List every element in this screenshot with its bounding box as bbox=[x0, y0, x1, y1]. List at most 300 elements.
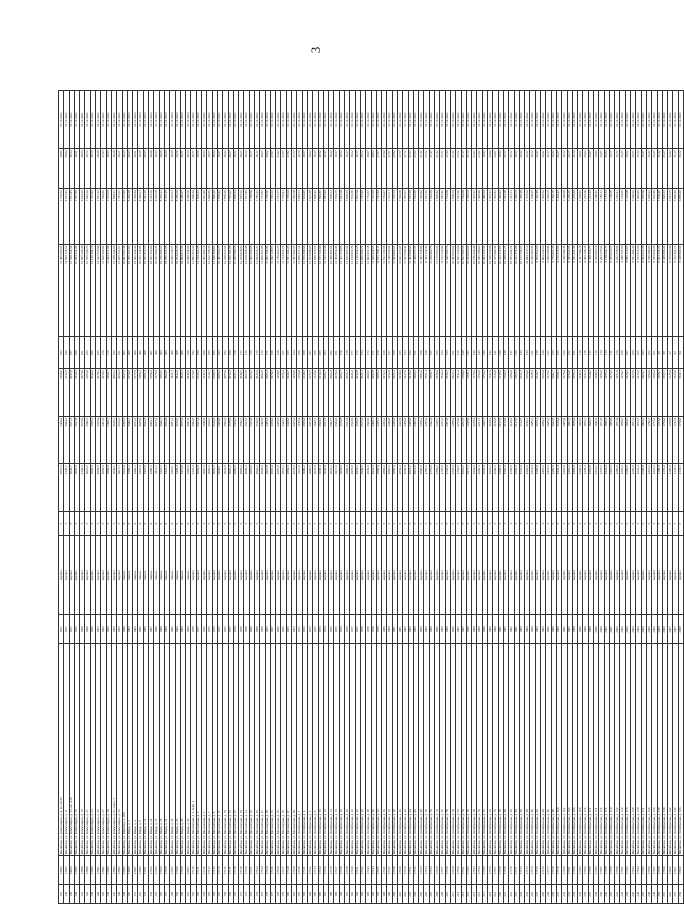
table-cell: 2310,4 bbox=[609, 464, 614, 512]
table-cell: 152 bbox=[138, 885, 143, 904]
table-cell: 8 630 589,83 bbox=[646, 244, 651, 337]
table-cell: 2955,8 bbox=[249, 464, 254, 512]
table-cell: 5 bbox=[85, 512, 90, 536]
table-cell: 4652,8 bbox=[164, 416, 169, 464]
table-cell: 8 024,10 bbox=[80, 189, 85, 245]
table-cell: 5 bbox=[117, 512, 122, 536]
table-cell: 162 bbox=[408, 337, 413, 369]
table-cell: 17160 bbox=[456, 856, 461, 885]
table-cell: 5 bbox=[329, 512, 334, 536]
table-cell: 7 306,79 bbox=[551, 189, 556, 245]
table-cell: 31.12.2022 bbox=[503, 91, 508, 149]
table-cell: 31.12.2022 bbox=[445, 91, 450, 149]
table-cell: 5425,0 bbox=[138, 464, 143, 512]
table-cell: панель bbox=[122, 535, 127, 614]
table-cell: 8 217,96 bbox=[122, 189, 127, 245]
table-cell: 166 bbox=[212, 885, 217, 904]
table-cell: Михайлов, ул. Октябрьская, д. 8 bbox=[313, 644, 318, 856]
table-cell: 1994 bbox=[535, 615, 540, 644]
table-cell: 2847,0 bbox=[292, 464, 297, 512]
table-cell: 302 bbox=[138, 337, 143, 369]
table-cell: 5 bbox=[408, 512, 413, 536]
table-cell: 25,52 bbox=[636, 149, 641, 189]
table-cell: 17117 bbox=[228, 856, 233, 885]
table-cell: 26,17 bbox=[567, 149, 572, 189]
table-cell: Михайлов, ул. Коммунаров, д. 11 bbox=[64, 644, 69, 856]
table-cell: 5 bbox=[493, 512, 498, 536]
table-cell: Михайлов, ул. Октябрьская, д. 2 bbox=[297, 644, 302, 856]
table-cell: 29,49 bbox=[149, 149, 154, 189]
table-cell: 5 bbox=[583, 512, 588, 536]
table-cell: кирпич bbox=[662, 535, 667, 614]
table-cell: Михайлов, ул. Октябрьская, д. 118 bbox=[604, 644, 609, 856]
table-cell: 1989 bbox=[482, 615, 487, 644]
table-cell: 7 894,85 bbox=[318, 189, 323, 245]
table-cell: 1997 bbox=[567, 615, 572, 644]
table-cell: кирпич bbox=[466, 535, 471, 614]
table-cell: кирпич bbox=[525, 535, 530, 614]
table-cell: 111 bbox=[609, 337, 614, 369]
table-cell: кирпич bbox=[519, 535, 524, 614]
table-cell: 31.12.2022 bbox=[567, 91, 572, 149]
table-cell: 129 bbox=[541, 337, 546, 369]
table-cell: 29,58 bbox=[138, 149, 143, 189]
table-cell: 249 bbox=[652, 885, 657, 904]
table-cell: 2096,4 bbox=[217, 369, 222, 417]
table-cell: 126 bbox=[551, 337, 556, 369]
table-cell: 17181 bbox=[567, 856, 572, 885]
table-cell: 31.12.2023 bbox=[159, 91, 164, 149]
table-cell: 1968 bbox=[254, 615, 259, 644]
table-cell: кирпич bbox=[403, 535, 408, 614]
table-cell: 1968 bbox=[260, 615, 265, 644]
table-cell: 27,27 bbox=[450, 149, 455, 189]
table-cell: 2002 bbox=[620, 615, 625, 644]
table-cell: 27,42 bbox=[435, 149, 440, 189]
table-cell: 1965 bbox=[286, 615, 291, 644]
table-cell: 172 bbox=[244, 885, 249, 904]
table-cell: 1496,9 bbox=[599, 369, 604, 417]
table-cell: 1648,3 bbox=[530, 369, 535, 417]
table-cell: 97 bbox=[668, 337, 673, 369]
table-cell: 27,12 bbox=[466, 149, 471, 189]
table-cell: 7 467,17 bbox=[488, 189, 493, 245]
table-cell: 25,57 bbox=[631, 149, 636, 189]
table-cell: Михайлов, ул. Московская, д. 15 bbox=[228, 644, 233, 856]
table-cell: 188 bbox=[202, 337, 207, 369]
table-cell: 11 651 234,20 bbox=[286, 244, 291, 337]
table-cell: кирпич bbox=[678, 535, 683, 614]
table-cell: 1972 bbox=[223, 615, 228, 644]
table-cell: 251 bbox=[80, 337, 85, 369]
table-cell: кирпич bbox=[117, 535, 122, 614]
table-cell: 5 bbox=[90, 512, 95, 536]
table-cell: 7 346,89 bbox=[535, 189, 540, 245]
table-cell: 1971 bbox=[64, 615, 69, 644]
table-cell: 17126 bbox=[276, 856, 281, 885]
table-cell: 1974 bbox=[212, 615, 217, 644]
table-cell: 1723,5 bbox=[673, 416, 678, 464]
table-cell: 5 bbox=[64, 512, 69, 536]
table-cell: 25,42 bbox=[646, 149, 651, 189]
table-cell: 2772,8 bbox=[429, 464, 434, 512]
table-cell: 1473,6 bbox=[609, 369, 614, 417]
table-cell: панель bbox=[133, 535, 138, 614]
table-cell: 7 705,04 bbox=[286, 189, 291, 245]
table-cell: 171 bbox=[371, 337, 376, 369]
table-cell: 31.12.2022 bbox=[387, 91, 392, 149]
table-cell: 1965,6 bbox=[578, 416, 583, 464]
table-cell: 26,92 bbox=[488, 149, 493, 189]
table-cell: 8 330,84 bbox=[133, 189, 138, 245]
table-cell: 12 066 692,72 bbox=[360, 244, 365, 337]
table-cell: 27,87 bbox=[387, 149, 392, 189]
table-cell: 3793,5 bbox=[159, 369, 164, 417]
table-cell: 28,37 bbox=[334, 149, 339, 189]
table-cell: Михайлов, ул. Московская, д. 19 bbox=[239, 644, 244, 856]
table-cell: 17091 bbox=[96, 856, 101, 885]
table-cell: 3017,6 bbox=[334, 464, 339, 512]
table-cell: 5 bbox=[212, 512, 217, 536]
table-cell: 2002,9 bbox=[260, 369, 265, 417]
table-cell: 139 bbox=[69, 885, 74, 904]
table-cell: 12 168 394,16 bbox=[90, 244, 95, 337]
table-cell: 31.12.2022 bbox=[286, 91, 291, 149]
table-cell: 2619,5 bbox=[212, 416, 217, 464]
table-cell: 31.12.2022 bbox=[265, 91, 270, 149]
table-cell: 5 bbox=[615, 512, 620, 536]
table-cell: 1968,0 bbox=[276, 369, 281, 417]
table-cell: 17149 bbox=[398, 856, 403, 885]
table-cell: 2124,3 bbox=[74, 369, 79, 417]
table-cell: 7 333,52 bbox=[541, 189, 546, 245]
table-cell: 2592,3 bbox=[223, 416, 228, 464]
table-cell: 1788,1 bbox=[466, 369, 471, 417]
table-cell: 31.12.2022 bbox=[302, 91, 307, 149]
table-cell: 3834,8 bbox=[186, 369, 191, 417]
table-cell: 12 033 023,41 bbox=[254, 244, 259, 337]
table-cell: кирпич bbox=[191, 535, 196, 614]
table-cell: 17132 bbox=[307, 856, 312, 885]
table-cell: 7 667,65 bbox=[408, 189, 413, 245]
table-cell: 101 bbox=[652, 337, 657, 369]
table-cell: 9 203 273,64 bbox=[599, 244, 604, 337]
table-cell: 31.12.2022 bbox=[477, 91, 482, 149]
table-cell: 12 418 623,64 bbox=[223, 244, 228, 337]
table-cell: 2429,6 bbox=[286, 416, 291, 464]
table-cell: 2678,4 bbox=[297, 416, 302, 464]
table-cell: 2873,8 bbox=[80, 369, 85, 417]
table-cell: 28,37 bbox=[228, 149, 233, 189]
table-cell: Михайлов, ул. Мира, д. 12 bbox=[143, 644, 148, 856]
table-cell: 25,32 bbox=[657, 149, 662, 189]
table-cell: 141 bbox=[80, 885, 85, 904]
table-cell: 192 bbox=[191, 337, 196, 369]
table-cell: 1804,2 bbox=[641, 416, 646, 464]
table-cell: 17094 bbox=[111, 856, 116, 885]
table-cell: 12 560 324,54 bbox=[69, 244, 74, 337]
table-cell: 7 133,05 bbox=[620, 189, 625, 245]
table-cell: 1368,7 bbox=[657, 369, 662, 417]
table-cell: 3058,4 bbox=[318, 464, 323, 512]
table-cell: Михайлов, ул. Коммунаров, д. 23 bbox=[90, 644, 95, 856]
table-cell: 7 785,22 bbox=[254, 189, 259, 245]
table-cell: 25,37 bbox=[652, 149, 657, 189]
table-cell: 7 801,30 bbox=[355, 189, 360, 245]
table-cell: 10 475 904,34 bbox=[493, 244, 498, 337]
table-cell: 27,92 bbox=[276, 149, 281, 189]
table-cell: 2149,3 bbox=[302, 369, 307, 417]
table-cell: Михайлов, ул. Мира, д. 18 bbox=[159, 644, 164, 856]
table-cell: 29,60 bbox=[159, 149, 164, 189]
table-cell: 2692,8 bbox=[191, 416, 196, 464]
table-cell: 237 bbox=[588, 885, 593, 904]
table-cell: Михайлов, ул. Октябрьская, д. 100 bbox=[556, 644, 561, 856]
table-cell: 5 bbox=[546, 512, 551, 536]
table-cell: 7 745,14 bbox=[270, 189, 275, 245]
table-cell: 1869,7 bbox=[429, 369, 434, 417]
table-cell: 2456,5 bbox=[276, 416, 281, 464]
table-cell: 2174,4 bbox=[662, 464, 667, 512]
table-cell: 17176 bbox=[541, 856, 546, 885]
table-cell: 150 bbox=[127, 885, 132, 904]
table-cell: 11 905 760,34 bbox=[265, 244, 270, 337]
table-cell: 17102 bbox=[149, 856, 154, 885]
table-cell: 185 bbox=[212, 337, 217, 369]
table-cell: 31.12.2022 bbox=[408, 91, 413, 149]
table-cell: кирпич bbox=[583, 535, 588, 614]
table-cell: 12 003 061,18 bbox=[366, 244, 371, 337]
table-cell: 12 766 639,60 bbox=[302, 244, 307, 337]
table-cell: 1982 bbox=[408, 615, 413, 644]
table-cell: 31.12.2022 bbox=[233, 91, 238, 149]
table-cell: 1976 bbox=[345, 615, 350, 644]
table-cell: Михайлов, ул. Московская, д. 9 bbox=[212, 644, 217, 856]
table-cell: Михайлов, ул. Мира, д. 2 bbox=[127, 644, 132, 856]
table-cell: 25,22 bbox=[668, 149, 673, 189]
table-cell: 17093 bbox=[106, 856, 111, 885]
table-cell: 155 bbox=[435, 337, 440, 369]
table-cell: Михайлов, ул. Мира, д. 8 bbox=[138, 644, 143, 856]
table-cell: 31.12.2022 bbox=[482, 91, 487, 149]
table-cell: 141 bbox=[493, 337, 498, 369]
table-cell: 26,52 bbox=[530, 149, 535, 189]
table-cell: 5419,8 bbox=[143, 464, 148, 512]
table-cell: 2881,6 bbox=[387, 464, 392, 512]
table-cell: 17088 bbox=[80, 856, 85, 885]
table-cell: 5 bbox=[567, 512, 572, 536]
table-cell: 1927,9 bbox=[403, 369, 408, 417]
table-cell: 207 bbox=[429, 885, 434, 904]
table-cell: кирпич bbox=[217, 535, 222, 614]
table-cell: 2543,9 bbox=[350, 416, 355, 464]
table-cell: кирпич bbox=[424, 535, 429, 614]
table-cell: Михайлов, ул. Октябрьская, д. 4 bbox=[302, 644, 307, 856]
table-cell: 1938,7 bbox=[588, 416, 593, 464]
table-cell: 1990 bbox=[493, 615, 498, 644]
table-cell: 17161 bbox=[461, 856, 466, 885]
table-cell: 28,21 bbox=[117, 149, 122, 189]
table-cell: 17140 bbox=[350, 856, 355, 885]
table-cell: панель bbox=[159, 535, 164, 614]
table-cell: 8 399,58 bbox=[186, 189, 191, 245]
table-cell: 2610,7 bbox=[111, 416, 116, 464]
table-cell: 28,63 bbox=[202, 149, 207, 189]
table-cell: 146 bbox=[106, 885, 111, 904]
table-cell: кирпич bbox=[228, 535, 233, 614]
table-cell: 17116 bbox=[223, 856, 228, 885]
table-cell: 29,55 bbox=[143, 149, 148, 189]
table-cell: 214 bbox=[466, 885, 471, 904]
table-cell: 1764,8 bbox=[477, 369, 482, 417]
table-cell: 251 bbox=[662, 885, 667, 904]
table-cell: 31.12.2022 bbox=[313, 91, 318, 149]
table-cell: 1884,9 bbox=[609, 416, 614, 464]
table-cell: 9 bbox=[133, 512, 138, 536]
table-cell: 186 bbox=[207, 337, 212, 369]
table-cell: 185 bbox=[318, 337, 323, 369]
table-cell: 31.12.2022 bbox=[292, 91, 297, 149]
register-body bbox=[59, 91, 684, 904]
table-cell: 243 bbox=[620, 885, 625, 904]
table-cell: Михайлов, ул. Октябрьская, д. 28 bbox=[366, 644, 371, 856]
table-cell: 2315,3 bbox=[440, 416, 445, 464]
table-cell: 17136 bbox=[329, 856, 334, 885]
table-cell: 7 547,36 bbox=[456, 189, 461, 245]
table-cell: 1990 bbox=[164, 615, 169, 644]
table-cell: кирпич bbox=[419, 535, 424, 614]
table-cell: 5 bbox=[382, 512, 387, 536]
table-cell: 1964 bbox=[101, 615, 106, 644]
table-cell: 1333,8 bbox=[673, 369, 678, 417]
table-cell: 177 bbox=[239, 337, 244, 369]
table-cell: 2000 bbox=[599, 615, 604, 644]
table-cell: 27,22 bbox=[456, 149, 461, 189]
table-cell: кирпич bbox=[101, 535, 106, 614]
table-cell: 12 448 481,93 bbox=[329, 244, 334, 337]
table-cell: кирпич bbox=[641, 535, 646, 614]
table-cell: 170 bbox=[233, 885, 238, 904]
table-cell: 2004 bbox=[641, 615, 646, 644]
table-cell: 2609,6 bbox=[493, 464, 498, 512]
table-cell: Михайлов, ул. Московская, д. 29 bbox=[265, 644, 270, 856]
table-cell: 25,17 bbox=[673, 149, 678, 189]
table-cell: кирпич bbox=[196, 535, 201, 614]
table-cell: Михайлов, ул. Октябрьская, д. 6 bbox=[307, 644, 312, 856]
table-cell: 5 bbox=[371, 512, 376, 536]
table-cell: 1671,6 bbox=[519, 369, 524, 417]
table-cell: кирпич bbox=[567, 535, 572, 614]
table-cell: 159 bbox=[175, 885, 180, 904]
table-cell: 2605,8 bbox=[217, 416, 222, 464]
table-cell: 31.12.2022 bbox=[117, 91, 122, 149]
table-cell: Михайлов, ул. Октябрьская, д. 126 bbox=[625, 644, 630, 856]
table-cell: 181 bbox=[292, 885, 297, 904]
table-cell: Михайлов, ул. Октябрьская, д. 108 bbox=[578, 644, 583, 856]
table-cell: 5 bbox=[345, 512, 350, 536]
table-cell: 19 874 928,46 bbox=[175, 244, 180, 337]
table-cell: 2005 bbox=[652, 615, 657, 644]
table-cell: 10 030 483,60 bbox=[530, 244, 535, 337]
table-cell: 7 828,03 bbox=[345, 189, 350, 245]
table-cell: 28,27 bbox=[239, 149, 244, 189]
table-cell: 5241,9 bbox=[122, 464, 127, 512]
table-cell: кирпич bbox=[297, 535, 302, 614]
table-cell: 27,82 bbox=[392, 149, 397, 189]
table-cell: 2351,2 bbox=[593, 464, 598, 512]
table-cell: Михайлов, ул. Мира, д. 4 bbox=[133, 644, 138, 856]
table-cell: Михайлов, ул. Коммунаров, д. 19 bbox=[80, 644, 85, 856]
table-cell: 3647,3 bbox=[122, 369, 127, 417]
table-cell: Михайлов, ул. Октябрьская, д. 120 bbox=[609, 644, 614, 856]
table-cell: 142 bbox=[85, 885, 90, 904]
table-cell: 17166 bbox=[488, 856, 493, 885]
table-cell: Михайлов, ул. Мира, д. 16 bbox=[154, 644, 159, 856]
table-cell: 12 512 113,46 bbox=[323, 244, 328, 337]
table-cell: 17108 bbox=[175, 856, 180, 885]
table-cell: кирпич bbox=[477, 535, 482, 614]
table-cell: 2651,5 bbox=[307, 416, 312, 464]
table-cell: 1625,0 bbox=[541, 369, 546, 417]
table-cell: 31.12.2022 bbox=[419, 91, 424, 149]
table-cell: 217 bbox=[482, 885, 487, 904]
table-cell: 27,37 bbox=[440, 149, 445, 189]
table-cell: 11 969 391,88 bbox=[260, 244, 265, 337]
table-cell: 5 bbox=[339, 512, 344, 536]
table-cell: 17197 bbox=[652, 856, 657, 885]
table-cell: 143 bbox=[482, 337, 487, 369]
table-cell: 196 bbox=[64, 337, 69, 369]
table-cell: 239 bbox=[599, 885, 604, 904]
table-cell: 7 413,71 bbox=[509, 189, 514, 245]
table-cell: кирпич bbox=[461, 535, 466, 614]
table-cell: 140 bbox=[74, 885, 79, 904]
table-cell: 7 574,09 bbox=[445, 189, 450, 245]
table-cell: 3168,7 bbox=[64, 464, 69, 512]
table-cell: кирпич bbox=[307, 535, 312, 614]
table-cell: Михайлов, ул. Октябрьская, д. 14 bbox=[329, 644, 334, 856]
table-cell: кирпич bbox=[270, 535, 275, 614]
table-cell: 9 bbox=[175, 512, 180, 536]
table-cell: 26,37 bbox=[546, 149, 551, 189]
table-cell: кирпич bbox=[329, 535, 334, 614]
table-cell: 1993 bbox=[519, 615, 524, 644]
table-cell: 12 223 918,02 bbox=[239, 244, 244, 337]
table-cell: 17109 bbox=[180, 856, 185, 885]
table-cell: 1925,2 bbox=[593, 416, 598, 464]
table-cell: 222 bbox=[509, 885, 514, 904]
table-cell: 245 bbox=[631, 885, 636, 904]
table-cell: 164 bbox=[292, 337, 297, 369]
table-cell: Михайлов, ул. Октябрьская, д. 98 bbox=[551, 644, 556, 856]
table-cell: 7 681,01 bbox=[403, 189, 408, 245]
table-cell: 2145,2 bbox=[196, 369, 201, 417]
table-cell: 3822,4 bbox=[175, 369, 180, 417]
table-cell: кирпич bbox=[514, 535, 519, 614]
table-cell: 5 bbox=[111, 512, 116, 536]
table-cell: кирпич bbox=[530, 535, 535, 614]
table-cell: 182 bbox=[329, 337, 334, 369]
table-cell: 1992,5 bbox=[567, 416, 572, 464]
table-cell: 17174 bbox=[530, 856, 535, 885]
table-cell: 26,27 bbox=[556, 149, 561, 189]
table-cell: 105 bbox=[636, 337, 641, 369]
table-cell: 216 bbox=[477, 885, 482, 904]
table-cell: 1993 bbox=[180, 615, 185, 644]
table-cell: 1636,7 bbox=[535, 369, 540, 417]
table-cell: 2936,0 bbox=[366, 464, 371, 512]
table-cell: 178 bbox=[345, 337, 350, 369]
